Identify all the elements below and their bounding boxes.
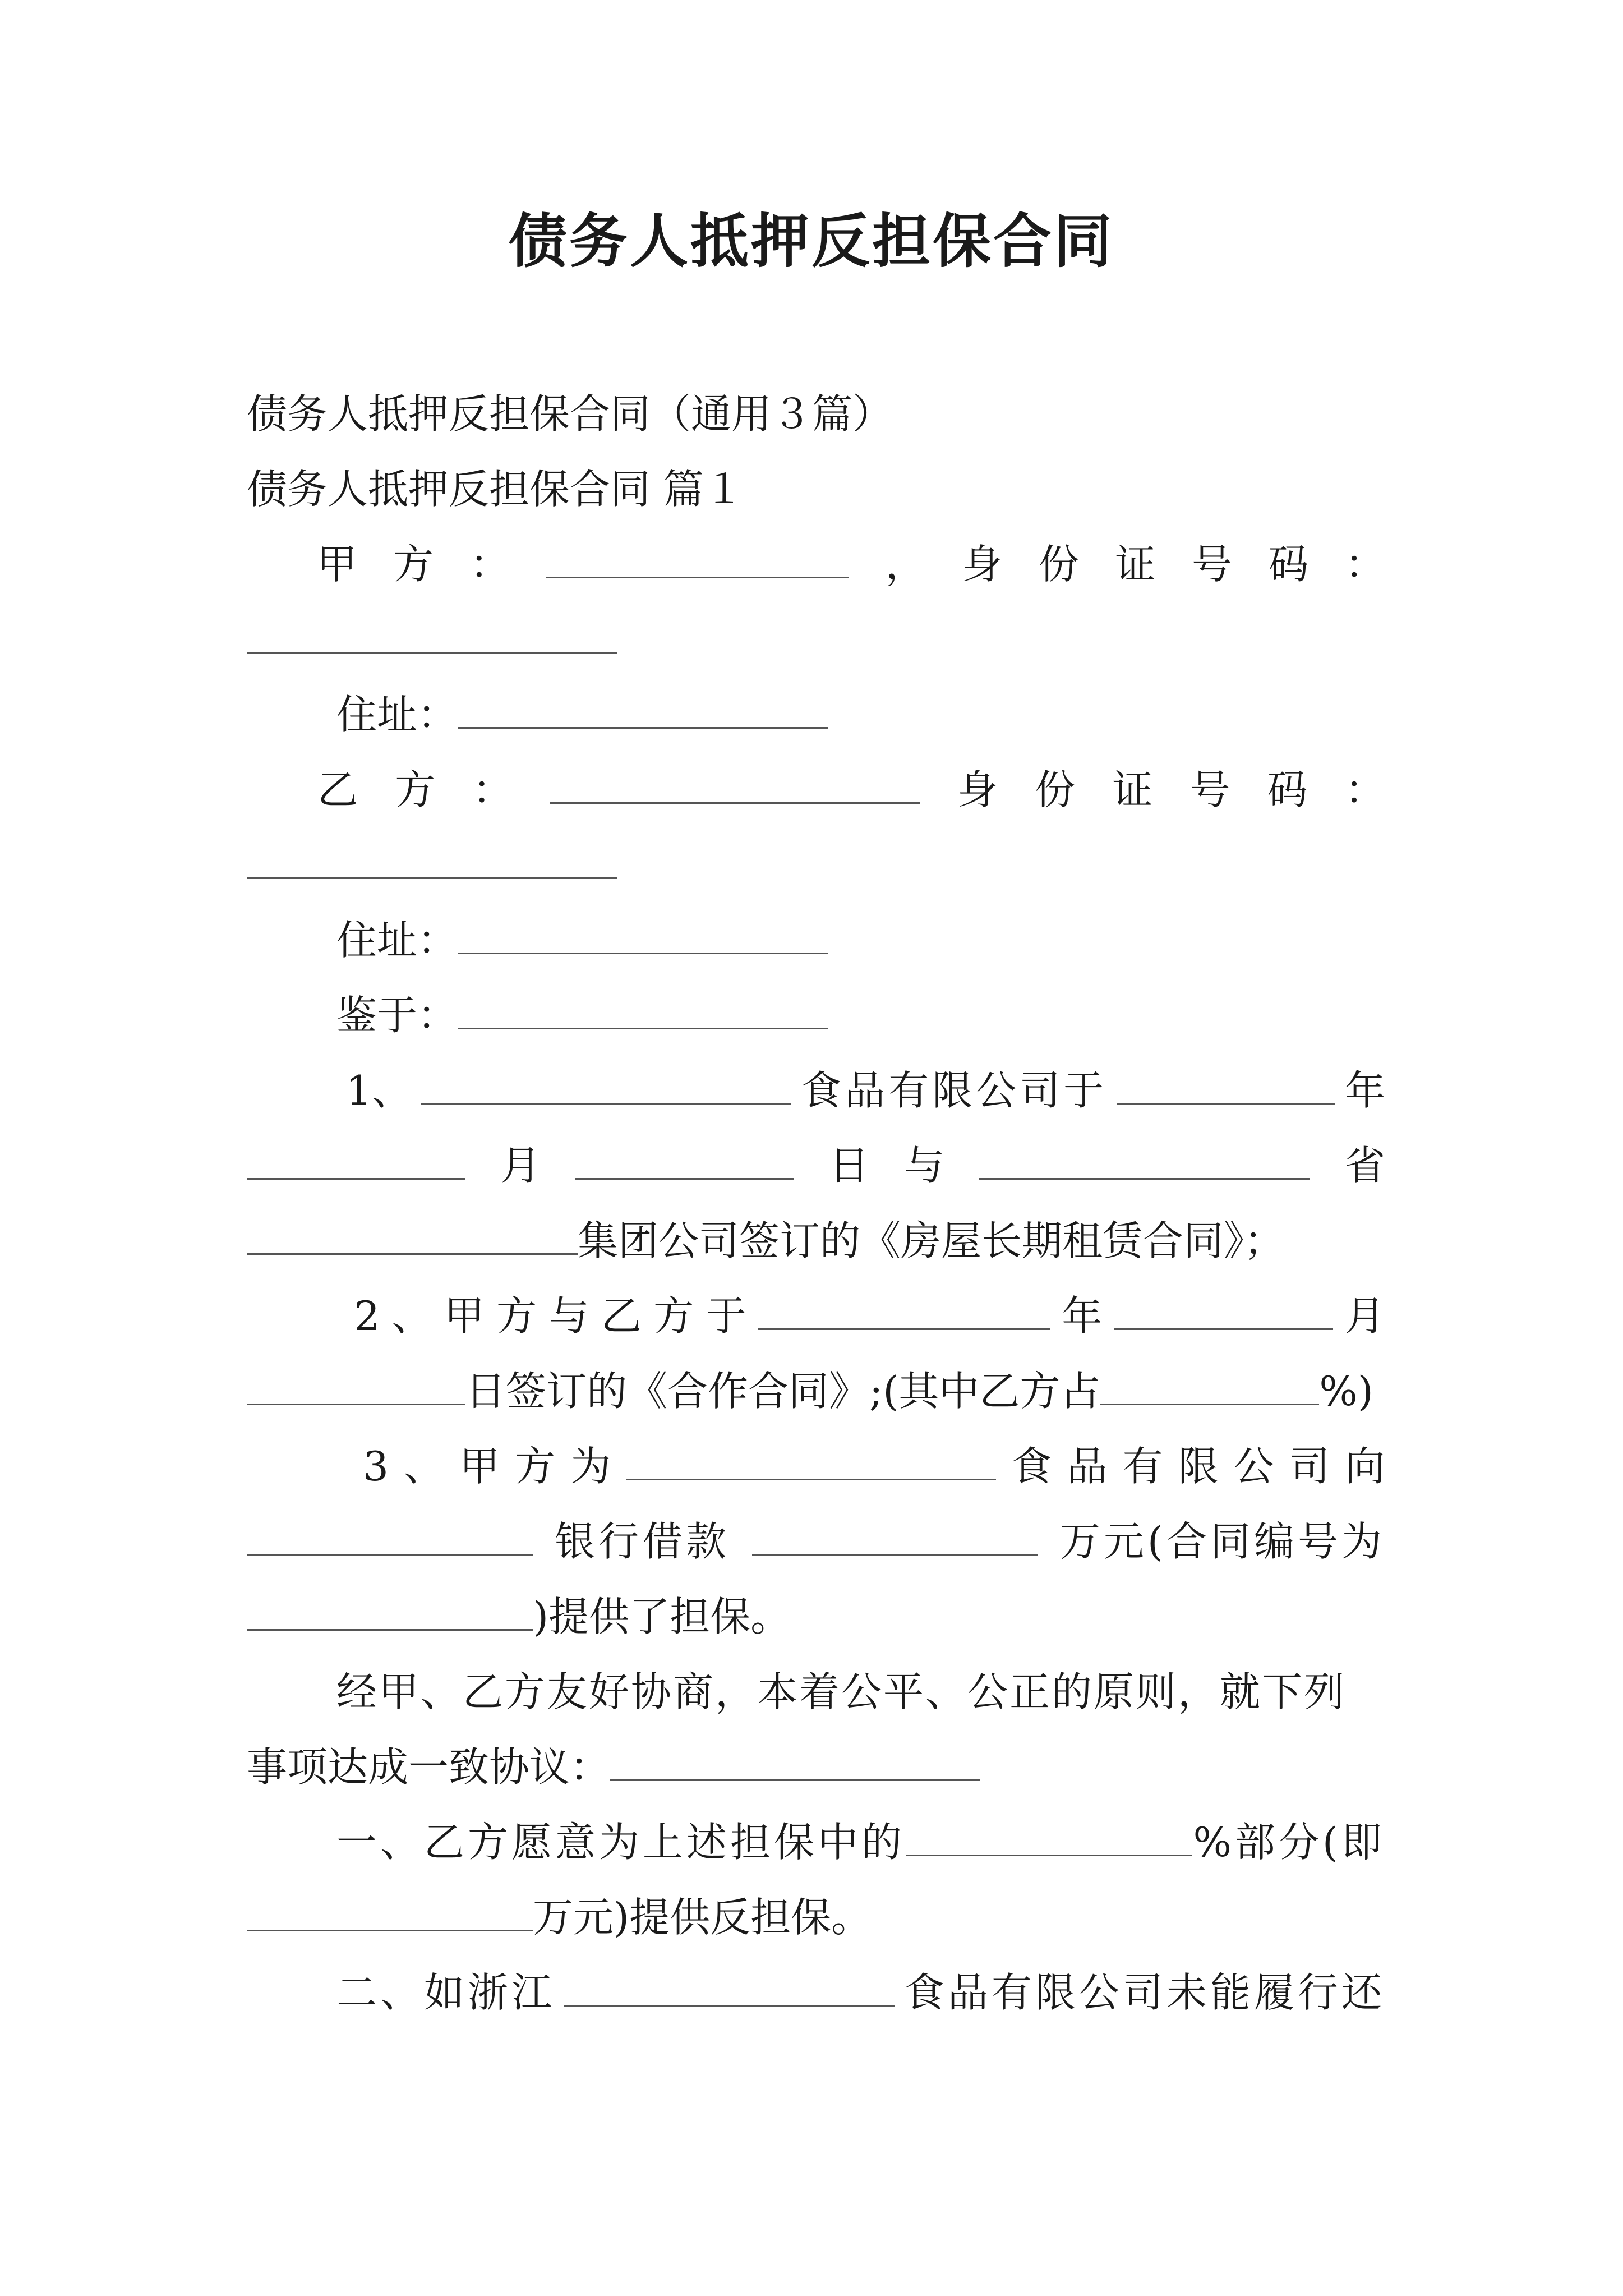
party-b-address-blank[interactable] — [458, 912, 828, 954]
party-b-id-blank[interactable] — [247, 837, 617, 879]
clause-3-line-3: )提供了担保。 — [247, 1589, 1385, 1645]
party-b-line: 乙 方 ： 身 份 证 号 码 ： — [247, 762, 1385, 818]
clause-1-year-blank[interactable] — [1117, 1062, 1335, 1105]
article-1-line-1: 一、乙方愿意为上述担保中的 %部分(即 — [336, 1814, 1385, 1870]
party-b-id-line — [247, 837, 1385, 893]
party-a-address-blank[interactable] — [458, 687, 828, 729]
clause-1-province-blank[interactable] — [979, 1138, 1310, 1180]
party-a-line: 甲 方 ： ， 身 份 证 号 码 ： — [247, 536, 1385, 592]
whereas-line: 鉴于： — [336, 987, 1475, 1043]
article-2-line-1: 二、如浙江 食品有限公司未能履行还 — [336, 1964, 1385, 2021]
article-2-company-blank[interactable] — [564, 1964, 895, 2007]
party-a-id-line — [247, 611, 1385, 668]
whereas-blank[interactable] — [458, 987, 828, 1029]
article-1-line-2: 万元)提供反担保。 — [247, 1889, 1385, 1945]
clause-3-amount-blank[interactable] — [752, 1513, 1038, 1556]
party-b-name-blank[interactable] — [550, 762, 920, 804]
party-a-id-blank[interactable] — [247, 611, 617, 654]
clause-3-line-1: 3 、 甲 方 为 食 品 有 限 公 司 向 — [247, 1438, 1385, 1494]
clause-1-group-blank[interactable] — [247, 1213, 578, 1255]
clause-2-line-2: 日签订的《合作合同》;(其中乙方占 %) — [247, 1363, 1385, 1419]
clause-2-line-1: 2 、 甲 方 与 乙 方 于 年 月 — [247, 1288, 1385, 1344]
clause-2-day-blank[interactable] — [247, 1363, 465, 1405]
clause-2-percent-blank[interactable] — [1100, 1363, 1319, 1405]
clause-3-contract-no-blank[interactable] — [247, 1589, 533, 1631]
clause-1-day-blank[interactable] — [575, 1138, 794, 1180]
agreement-line-2: 事项达成一致协议： — [247, 1739, 1385, 1795]
clause-1-line-1: 1、 食品有限公司于 年 — [247, 1062, 1385, 1119]
party-a-address-line: 住址： — [336, 687, 1475, 743]
party-b-address-line: 住址： — [336, 912, 1475, 968]
article-1-amount-blank[interactable] — [247, 1889, 533, 1931]
document-title: 债务人抵押反担保合同 — [508, 206, 1114, 275]
party-a-name-blank[interactable] — [546, 536, 849, 578]
clause-3-line-2: 银行借款 万元(合同编号为 — [247, 1513, 1385, 1570]
agreement-blank[interactable] — [610, 1739, 980, 1781]
clause-1-company-blank[interactable] — [421, 1062, 791, 1105]
clause-2-year-blank[interactable] — [758, 1288, 1050, 1330]
clause-3-company-blank[interactable] — [626, 1438, 996, 1480]
clause-1-line-2: 月 日 与 省 — [247, 1138, 1385, 1194]
agreement-line-1: 经甲、乙方友好协商，本着公平、公正的原则，就下列 — [336, 1668, 1347, 1715]
section-heading: 债务人抵押反担保合同 篇１ — [247, 466, 744, 513]
clause-3-bank-blank[interactable] — [247, 1513, 533, 1556]
clause-2-month-blank[interactable] — [1114, 1288, 1333, 1330]
article-1-percent-blank[interactable] — [906, 1814, 1192, 1856]
document-subtitle: 债务人抵押反担保合同（通用３篇） — [247, 390, 893, 438]
clause-1-line-3: 集团公司签订的《房屋长期租赁合同》； — [247, 1213, 1385, 1269]
clause-1-month-blank[interactable] — [247, 1138, 465, 1180]
